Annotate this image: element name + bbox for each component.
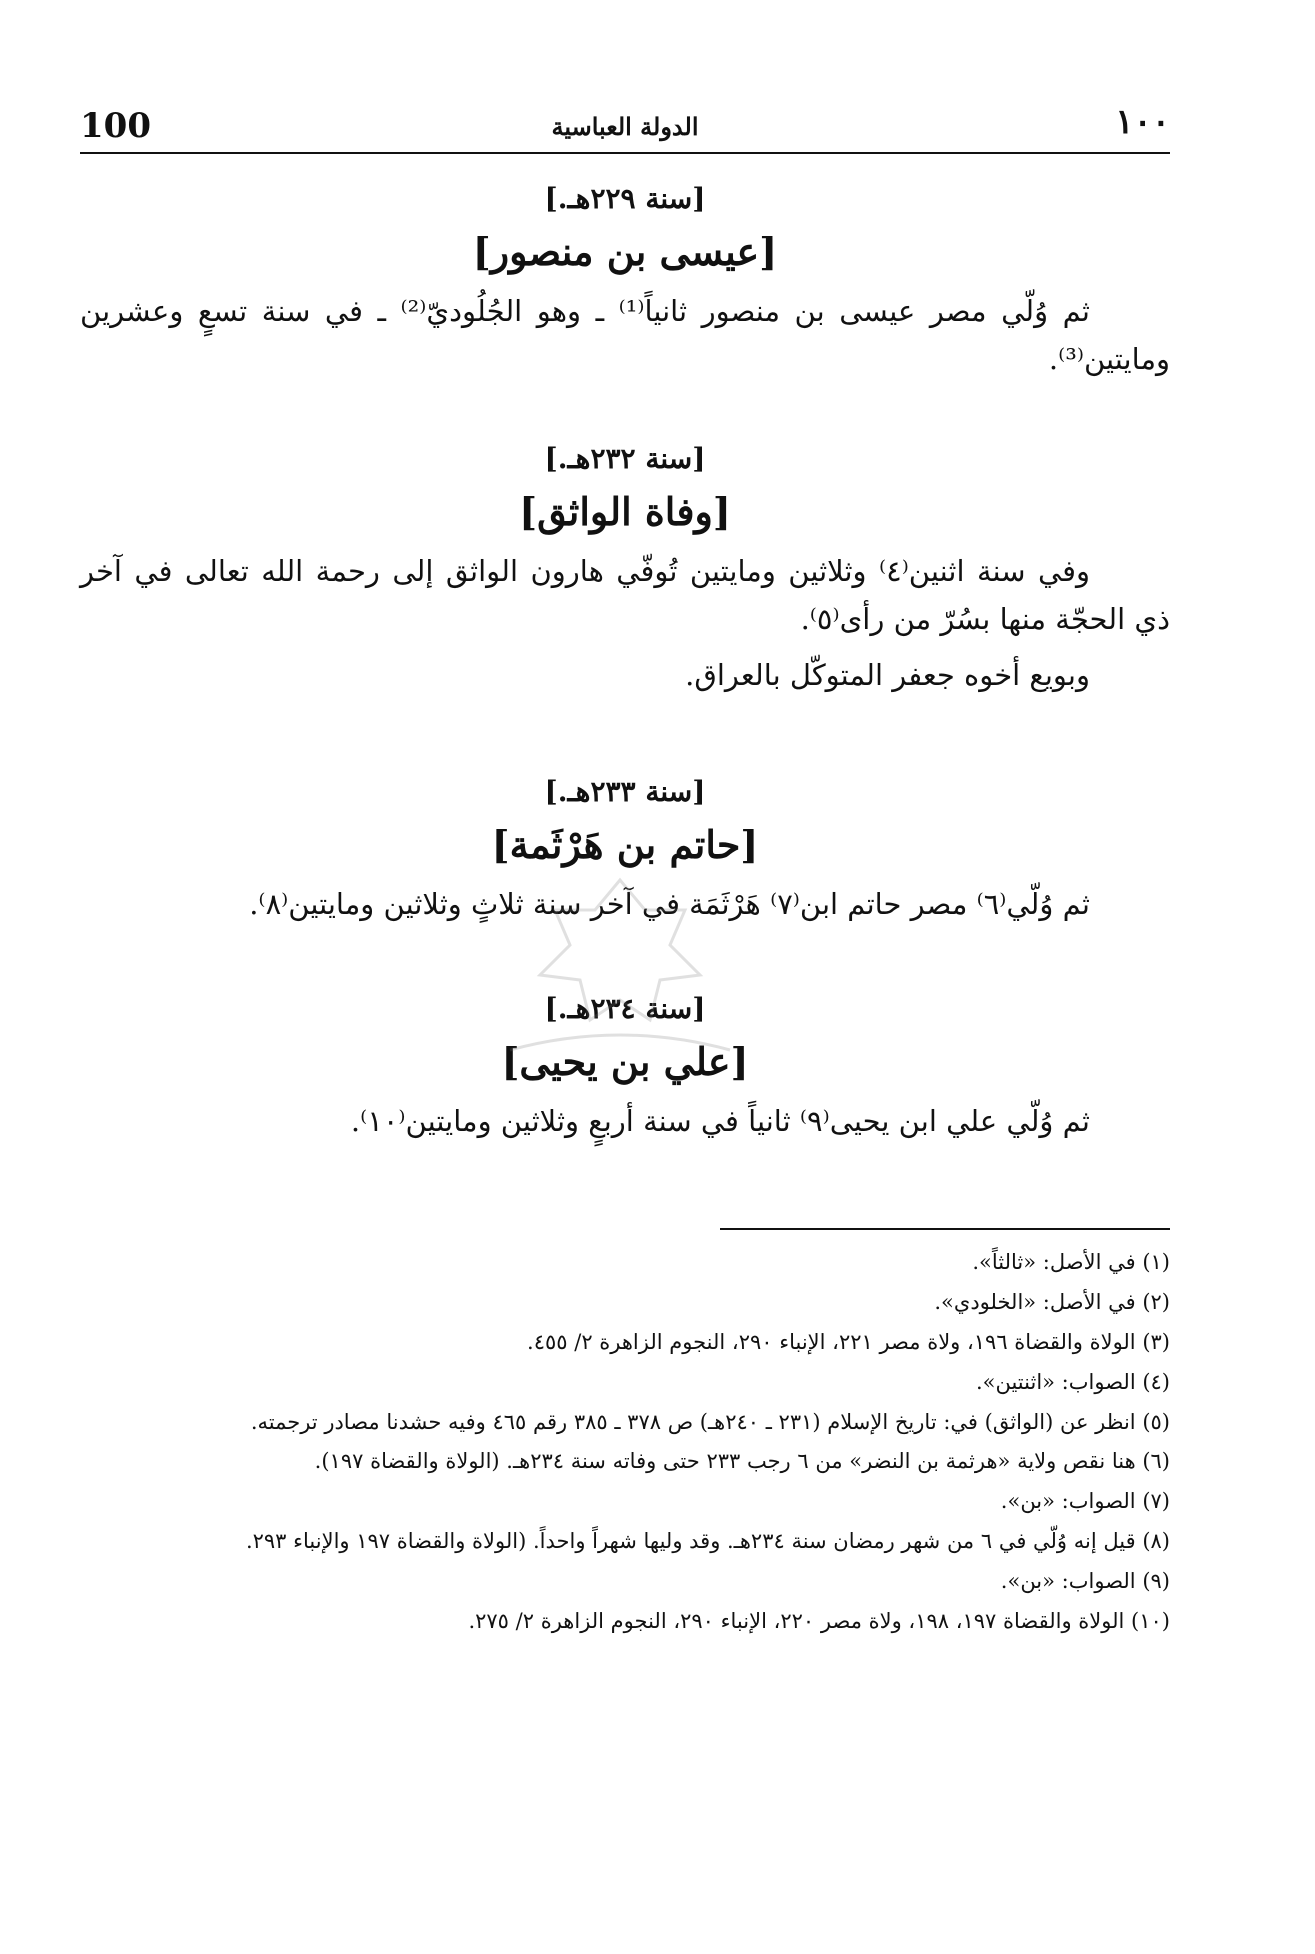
section-heading: [حاتم بن هَرْثَمة]: [491, 822, 759, 867]
footnote: (٢) في الأصل: «الخلودي».: [934, 1289, 1170, 1314]
section-232: [80, 442, 1170, 700]
footnote: (١٠) الولاة والقضاة ١٩٧، ١٩٨، ولاة مصر ٢٢٠، الإنباء ٢٩٠، النجوم الزاهرة ٢/ ٢٧٥.: [468, 1609, 1170, 1634]
paragraph: وفي سنة اثنين⁽٤⁾ وثلاثين ومايتين تُوفّي هارون الواثق إلى رحمة الله تعالى في آخر ذي الحجّة منها بسُرّ من رأى⁽٥⁾.: [80, 554, 1170, 636]
year-label: [سنة ٢٣٣هـ.]: [544, 775, 706, 808]
year-label: [سنة ٢٣٢هـ.]: [544, 442, 706, 475]
footnote: (٨) قيل إنه وُلّي في ٦ من شهر رمضان سنة ٢٣٤هـ. وقد وليها شهراً واحداً. (الولاة والقضاة ١٩٧ والإنباء ٢٩٣.: [245, 1529, 1170, 1554]
footnote: (٩) الصواب: «بن».: [1000, 1569, 1170, 1594]
footnote: (٧) الصواب: «بن».: [1000, 1489, 1170, 1514]
footnote: (٦) هنا نقص ولاية «هرثمة بن النضر» من ٦ رجب ٢٣٣ حتى وفاته سنة ٢٣٤هـ. (الولاة والقضاة ١٩٧).: [314, 1449, 1170, 1474]
year-label: [سنة ٢٢٩هـ.]: [544, 182, 706, 215]
page-header: [80, 100, 1170, 154]
section-heading: [علي بن يحيى]: [501, 1039, 749, 1084]
year-label: [سنة ٢٣٤هـ.]: [544, 992, 706, 1025]
paragraph: ثم وُلّي⁽٦⁾ مصر حاتم ابن⁽٧⁾ هَرْثَمَة في آخر سنة ثلاثٍ وثلاثين ومايتين⁽٨⁾.: [249, 887, 1090, 921]
footnote-separator: [720, 1228, 1170, 1230]
section-229: [80, 182, 1170, 384]
paragraph: وبويع أخوه جعفر المتوكّل بالعراق.: [685, 657, 1090, 692]
paragraph: ثم وُلّي مصر عيسى بن منصور ثانياً⁽¹⁾ ـ وهو الجُلُوديّ⁽²⁾ ـ في سنة تسعٍ وعشرين ومايتين⁽³⁾.: [80, 294, 1170, 376]
paragraph: ثم وُلّي علي ابن يحيى⁽٩⁾ ثانياً في سنة أربعٍ وثلاثين ومايتين⁽١٠⁾.: [350, 1104, 1090, 1138]
footnotes: [90, 1243, 1170, 1642]
footnote: (٣) الولاة والقضاة ١٩٦، ولاة مصر ٢٢١، الإنباء ٢٩٠، النجوم الزاهرة ٢/ ٤٥٥.: [527, 1329, 1170, 1354]
library-watermark-icon: [470, 870, 770, 1090]
footnote: (١) في الأصل: «ثالثاً».: [972, 1250, 1170, 1274]
footnote: (٤) الصواب: «اثنتين».: [975, 1369, 1170, 1394]
page-number-latin: 100: [80, 106, 151, 146]
running-title: الدولة العباسية: [551, 112, 699, 141]
page-number-arabic: ١٠٠: [1115, 102, 1170, 142]
section-heading: [وفاة الواثق]: [519, 489, 731, 534]
section-heading: [عيسى بن منصور]: [472, 229, 778, 274]
footnote: (٥) انظر عن (الواثق) في: تاريخ الإسلام (٢٣١ ـ ٢٤٠هـ) ص ٣٧٨ ـ ٣٨٥ رقم ٤٦٥ وفيه حشدنا مصادر ترجمته.: [250, 1409, 1170, 1434]
